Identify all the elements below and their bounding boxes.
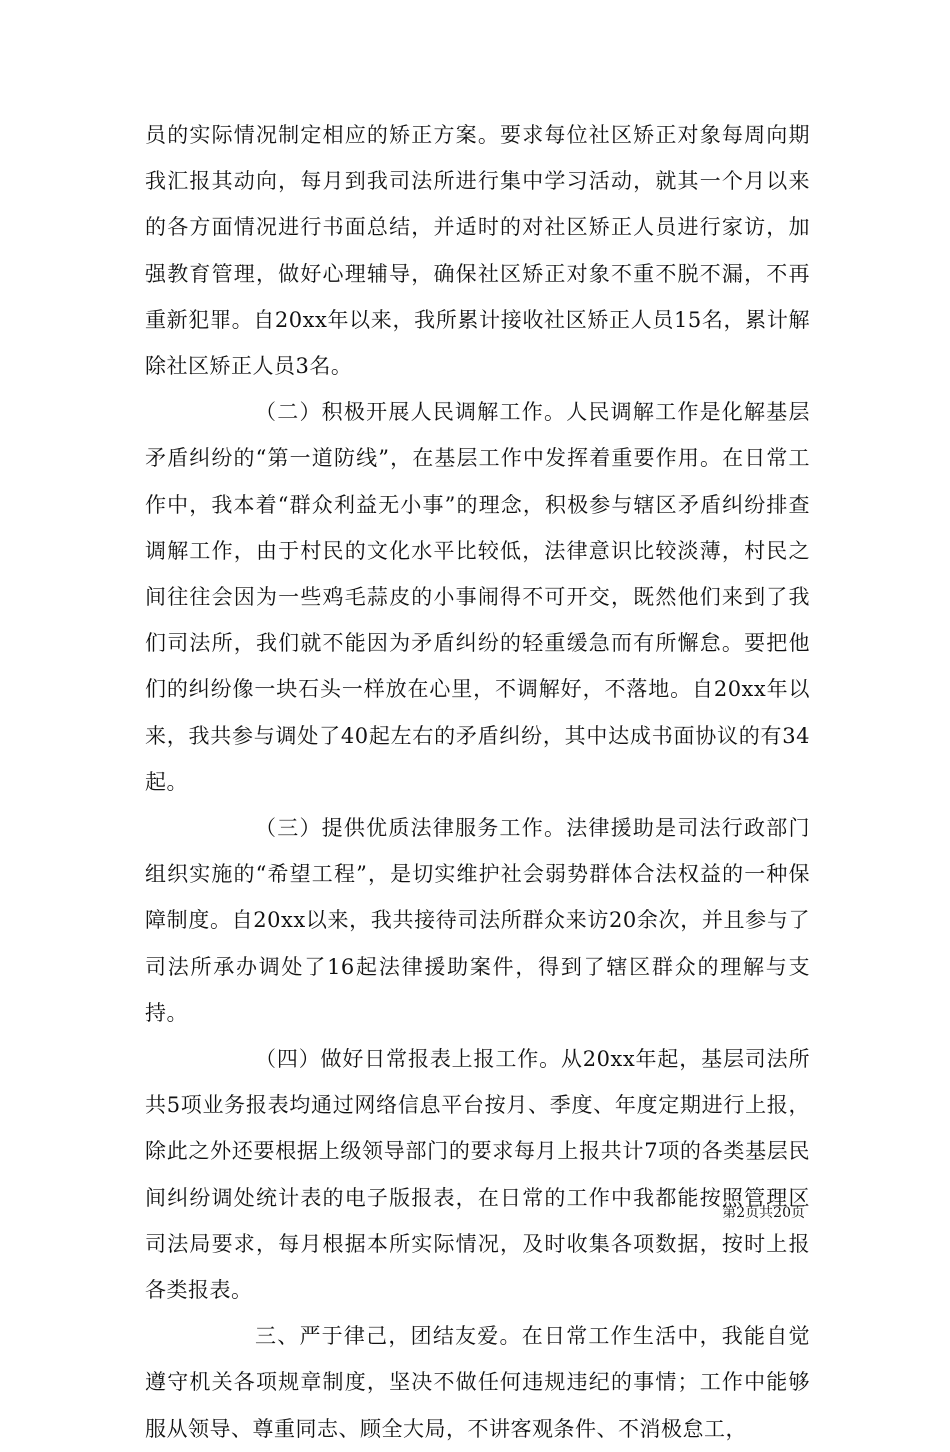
- paragraph-people-mediation: （二）积极开展人民调解工作。人民调解工作是化解基层矛盾纠纷的“第一道防线”，在基层工作中发挥着重要作用。在日常工作中，我本着“群众利益无小事”的理念，积极参与辖区矛盾纠纷排查调解工作，由于村民的文化水平比较低，法律意识比较淡薄，村民之间往往会因为一些鸡毛蒜皮的小事闹得不可开交，既然他们来到了我们司法所，我们就不能因为矛盾纠纷的轻重缓急而有所懈怠。要把他们的纠纷像一块石头一样放在心里，不调解好，不落地。自20xx年以来，我共参与调处了40起左右的矛盾纠纷，其中达成书面协议的有34起。: [145, 400, 810, 794]
- document-body: [145, 112, 810, 1452]
- paragraph-legal-services: （三）提供优质法律服务工作。法律援助是司法行政部门组织实施的“希望工程”，是切实维护社会弱势群体合法权益的一种保障制度。自20xx以来，我共接待司法所群众来访20余次，并且参与了司法所承办调处了16起法律援助案件，得到了辖区群众的理解与支持。: [145, 816, 810, 1025]
- page-number-footer: 第2页共20页: [722, 1205, 805, 1221]
- paragraph-self-discipline: 三、严于律己，团结友爱。在日常工作生活中，我能自觉遵守机关各项规章制度，坚决不做任何违规违纪的事情；工作中能够服从领导、尊重同志、顾全大局，不讲客观条件、不消极怠工，: [145, 1324, 810, 1441]
- paragraph-daily-reports: （四）做好日常报表上报工作。从20xx年起，基层司法所共5项业务报表均通过网络信息平台按月、季度、年度定期进行上报，除此之外还要根据上级领导部门的要求每月上报共计7项的各类基层民间纠纷调处统计表的电子版报表，在日常的工作中我都能按照管理区司法局要求，每月根据本所实际情况，及时收集各项数据，按时上报各类报表。: [145, 1047, 810, 1303]
- paragraph-community-correction: 员的实际情况制定相应的矫正方案。要求每位社区矫正对象每周向期我汇报其动向，每月到我司法所进行集中学习活动，就其一个月以来的各方面情况进行书面总结，并适时的对社区矫正人员进行家访，加强教育管理，做好心理辅导，确保社区矫正对象不重不脱不漏，不再重新犯罪。自20xx年以来，我所累计接收社区矫正人员15名，累计解除社区矫正人员3名。: [145, 123, 810, 379]
